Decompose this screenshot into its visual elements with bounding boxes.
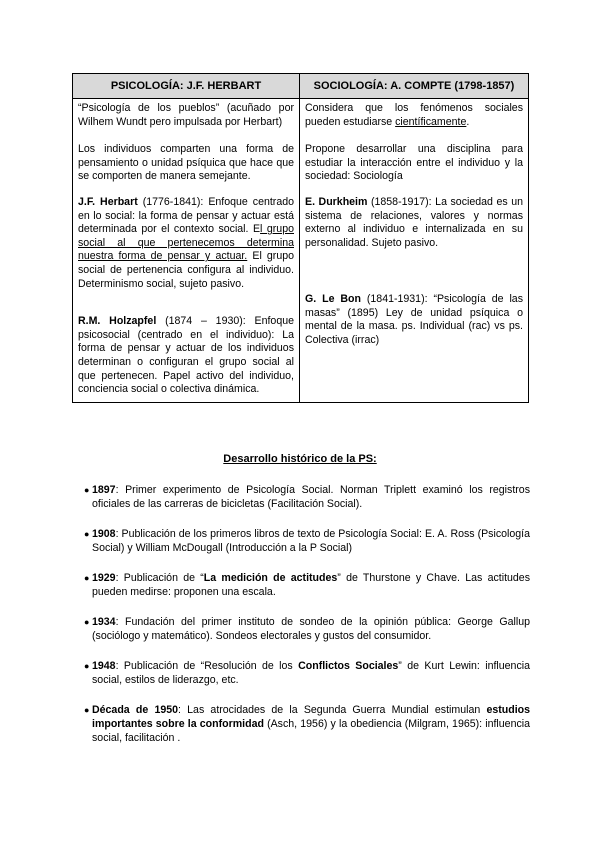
list-item: ● Década de 1950: Las atrocidades de la Segunda Guerra Mundial estimulan estudios importantes sobre la conformidad (Asch, 1956) y la obediencia (Milgram, 1965): influencia social, facilitación . <box>84 704 531 744</box>
header-psicologia: PSICOLOGÍA: J.F. HERBART <box>73 74 300 99</box>
table-row <box>73 291 529 402</box>
left-paragraph-1: “Psicología de los pueblos” (acuñado por Wilhem Wundt pero impulsada por Herbart) <box>78 102 294 128</box>
list-item: ● 1948: Publicación de “Resolución de los Conflictos Sociales” de Kurt Lewin: influencia social, estilos de liderazgo, etc. <box>84 660 530 686</box>
bullet-icon: ● <box>84 529 90 539</box>
bullet-icon: ● <box>84 617 90 627</box>
table-header-row <box>73 74 529 99</box>
bullet-icon: ● <box>84 573 90 583</box>
table-row <box>73 184 529 291</box>
bullet-icon: ● <box>84 705 90 715</box>
right-paragraph-2: Propone desarrollar una disciplina para estudiar la interacción entre el individuo y la sociedad: Sociología <box>305 143 523 183</box>
list-item: ● 1929: Publicación de “La medición de actitudes” de Thurstone y Chave. Las actitudes pueden medirse: proponen una escala. <box>84 572 530 598</box>
bullet-icon: ● <box>84 661 90 671</box>
bullet-icon: ● <box>84 485 90 495</box>
cell-right-2 <box>300 129 529 184</box>
herbart-paragraph: J.F. Herbart (1776-1841): Enfoque centrado en lo social: la forma de pensar y actuar está determinada por el contexto social. El grupo social al que pertenecemos determina nuestra forma de pensar y actuar. El grupo social de pertenencia configura al individuo. Determinismo social, sujeto pasivo. <box>78 195 295 290</box>
cell-left-2 <box>73 129 300 184</box>
timeline-list <box>84 483 530 745</box>
cell-left-4 <box>73 291 300 402</box>
list-item: ● 1897: Primer experimento de Psicología Social. Norman Triplett examinó los registros oficiales de las carreras de bicicletas (Facilitación Social). <box>84 484 530 510</box>
cell-right-1 <box>300 99 529 130</box>
list-item: ● 1908: Publicación de los primeros libros de texto de Psicología Social: E. A. Ross (Psicología Social) y William McDougall (Introducción a la P Social) <box>84 528 530 554</box>
header-sociologia: SOCIOLOGÍA: A. COMPTE (1798-1857) <box>300 74 529 99</box>
durkheim-paragraph: E. Durkheim (1858-1917): La sociedad es un sistema de relaciones, valores y normas externo al individuo e internalizada en su personalidad. Sujeto pasivo. <box>305 195 523 249</box>
cell-right-3 <box>300 184 529 291</box>
cell-left-1 <box>73 99 300 130</box>
section-title: Desarrollo histórico de la PS: <box>223 453 377 465</box>
table-row <box>73 99 529 130</box>
list-item: ● 1934: Fundación del primer instituto de sondeo de la opinión pública: George Gallup (sociólogo y matemático). Sondeos electorales y gustos del consumidor. <box>84 616 530 642</box>
comparison-table <box>72 73 529 403</box>
table-row <box>73 129 529 184</box>
left-paragraph-2: Los individuos comparten una forma de pensamiento o unidad psíquica que hace que se comporten de manera semejante. <box>78 143 294 183</box>
holzapfel-paragraph: R.M. Holzapfel (1874 – 1930): Enfoque psicosocial (centrado en el individuo): La forma de pensar y actuar de los individuos determinan o configuran el grupo social al que pertenecen. Papel activo del individuo, conciencia social o colectiva dinámica. <box>78 315 294 396</box>
right-paragraph-1: Considera que los fenómenos sociales pueden estudiarse científicamente. <box>305 102 523 128</box>
cell-right-4 <box>300 291 529 402</box>
lebon-paragraph: G. Le Bon (1841-1931): “Psicología de las masas” (1895) Ley de unidad psíquica o mental de la masa. ps. Individual (rac) vs ps. Colectiva (irrac) <box>305 293 523 346</box>
cell-left-3 <box>73 184 300 291</box>
